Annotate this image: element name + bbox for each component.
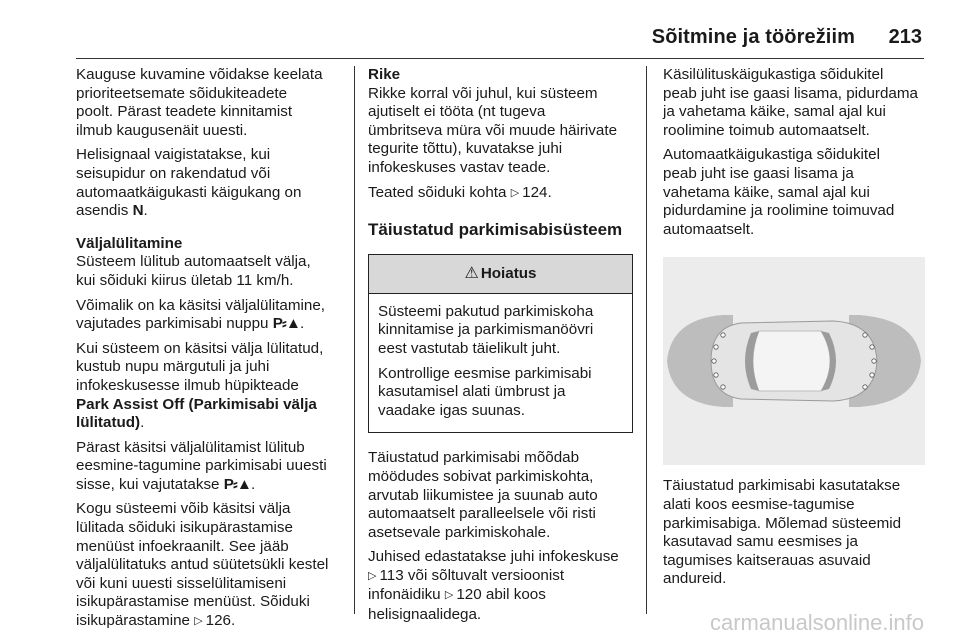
subheading-deactivation: Väljalülitamine (76, 234, 183, 252)
gear-position-n: N (132, 202, 144, 220)
warning-box (368, 254, 633, 434)
paragraph-instructions: Juhised edastatakse juhi infokeskuse ▷ 113 või sõltuvalt versioonist infonäidiku ▷ 120 abil koos helisignaalidega. (368, 548, 633, 624)
page-reference-126[interactable]: ▷ 126. (194, 612, 235, 629)
park-assist-icon: P⸗▲ (223, 475, 251, 493)
park-assist-icon: P⸗▲ (272, 315, 300, 333)
paragraph-automatic-transmission: Automaatkäigukastiga sõidukitel peab juht ise gaasi lisama ja vahetama käike, samal ajal kui pidurdamine ja roolimine toimuvad automaatselt. (663, 146, 895, 238)
paragraph-personalization: Kogu süsteemi võib käsitsi välja lülitada sõiduki isikupärastamise menüüst infoekraanilt. See jääb väljalülitatuks antud süütetsükli kestel või kuni uuesti sisselülitamiseni isikupärastamise menüüst. Sõiduki isikupärastamine ▷ 126. (76, 500, 346, 631)
header-divider (76, 58, 924, 59)
chapter-title: Sõitmine ja töörežiim (651, 26, 855, 48)
parking-sensor-illustration (663, 257, 925, 465)
paragraph-vehicle-messages: Teated sõiduki kohta ▷ 124. (368, 184, 633, 204)
paragraph-manual-off: Võimalik on ka käsitsi väljalülitamine, vajutades parkimisabi nuppu P⸗▲. (76, 296, 326, 333)
section-title-advanced-park-assist: Täiustatud parkimisabisüsteem (368, 220, 623, 240)
subheading-fault: Rike (368, 66, 401, 83)
paragraph-mute: Helisignaal vaigistatakse, kui seisupidur on rakendatud või automaatkäigukasti käigukang on asendis N. (76, 146, 302, 220)
warning-paragraph-1: Süsteemi pakutud parkimiskoha kinnitamise ja parkimismanöövri eest vastutab täielikult juht. (378, 302, 594, 357)
paragraph-measurement: Täiustatud parkimisabi mõõdab möödudes sobivat parkimiskohta, arvutab liikumistee ja suunab auto automaatselt paralleelsele või risti asetsevale parkimiskohale. (368, 449, 598, 541)
car-roof (753, 331, 830, 391)
watermark: carmanualsonline.info (709, 610, 924, 635)
column-divider-1 (354, 66, 355, 614)
message-park-assist-off: Park Assist Off (Parkimisabi välja lülitatud) (76, 395, 317, 432)
page-reference-120[interactable]: ▷ 120 abil koos helisignaalidega. (368, 586, 546, 623)
page-reference-113[interactable]: ▷ 113 või sõltuvalt versioonist infonäidiku (368, 567, 564, 604)
paragraph-manual-transmission: Käsilülituskäigukastiga sõidukitel peab juht ise gaasi lisama, pidurdama ja vahetama käike, samal ajal kui roolimine toimub automaatselt. (663, 66, 918, 139)
column-middle (368, 66, 633, 631)
paragraph-auto-off: Süsteem lülitub automaatselt välja, kui sõiduki kiirus ületab 11 km/h. (76, 253, 311, 289)
page-number: 213 (888, 26, 922, 48)
warning-paragraph-2: Kontrollige eesmise parkimisabi kasutamisel alati ümbrust ja vaadake igas suunas. (378, 364, 592, 419)
figure-parking-sensors (663, 257, 925, 465)
column-right (663, 66, 933, 595)
paragraph-reactivation: Pärast käsitsi väljalülitamist lülitub eesmine-tagumine parkimisabi uuesti sisse, kui vajutatakse P⸗▲. (76, 438, 327, 493)
page-reference-124[interactable]: ▷ 124. (511, 184, 552, 201)
paragraph-fault: Rikke korral või juhul, kui süsteem ajutiselt ei tööta (nt tugeva ümbritseva müra või muude häirivate tegurite tõttu), kuvatakse juhi infokeskuses vastav teade. (368, 84, 618, 176)
column-divider-2 (646, 66, 647, 614)
warning-body (369, 294, 632, 433)
warning-header: ⚠ Hoiatus (369, 255, 632, 294)
page-header (0, 24, 960, 58)
column-left (76, 66, 346, 638)
paragraph-popup-message: Kui süsteem on käsitsi välja lülitatud, kustub nupu märgutuli ja juhi infokeskusesse ilmub hüpikteade Park Assist Off (Parkimisabi välja lülitatud). (76, 339, 324, 432)
warning-triangle-icon: ⚠ (464, 264, 479, 282)
paragraph-combined-use: Täiustatud parkimisabi kasutatakse alati koos eesmise-tagumise parkimisabiga. Mõlemad süsteemid kasutavad samu eesmises ja tagumises kaitserauas asuvaid andureid. (663, 477, 902, 588)
paragraph-distance-display: Kauguse kuvamine võidakse keelata prioriteetsemate sõidukiteadete poolt. Pärast teadete kinnitamist ilmub kaugusenäit uuesti. (76, 66, 323, 139)
